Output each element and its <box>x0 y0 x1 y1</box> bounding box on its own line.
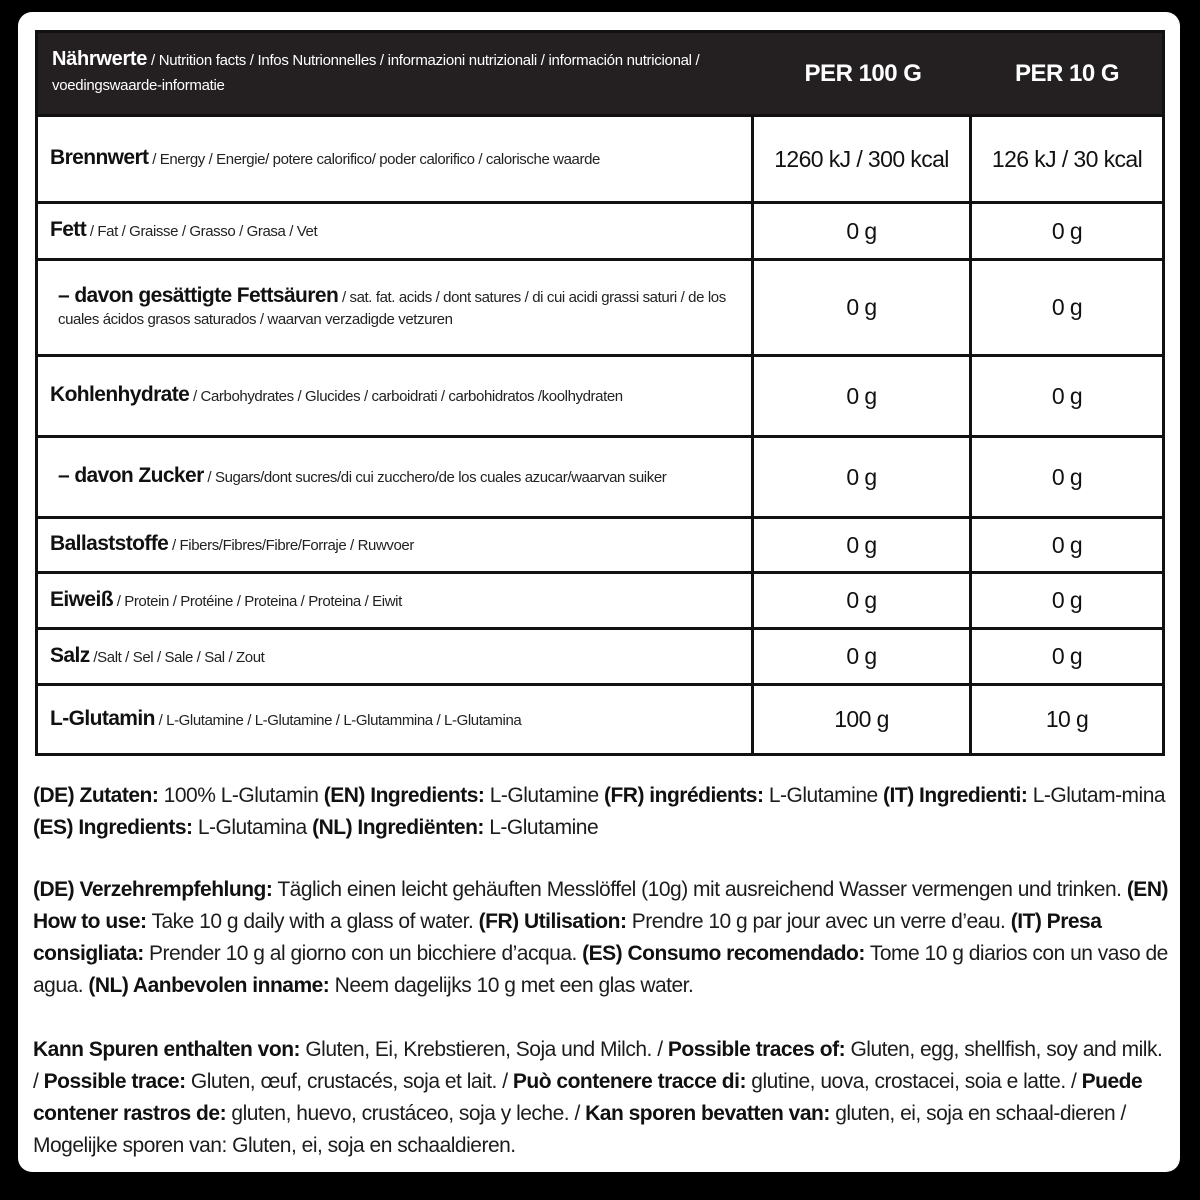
ingredients-label: (ES) Ingredients: <box>33 816 193 839</box>
value-per-100g: 0 g <box>754 261 972 354</box>
table-row-protein <box>38 571 1162 627</box>
nutrient-translations: / L-Glutamine / L-Glutamine / L-Glutammina / L-Glutamina <box>154 711 522 729</box>
value-per-10g: 0 g <box>1051 587 1083 613</box>
nutrient-translations: / sat. fat. acids / dont satures / di cui acidi grassi saturi / de los cuales ácidos grasos saturados / waarvan verzadigde vetzuren <box>58 288 726 328</box>
value-per-10g: 0 g <box>1051 643 1083 669</box>
traces-text: Gluten, Ei, Krebstieren, Soja und Milch. / <box>300 1038 668 1061</box>
traces-label: Kann Spuren enthalten von: <box>33 1038 301 1061</box>
traces-text: Gluten, egg, shellfish, soy and milk. / <box>33 1038 1163 1093</box>
header-title: Nährwerte <box>52 48 148 70</box>
traces-text: gluten, ei, soja en schaal-dieren / Mogelijke sporen van: Gluten, ei, soja en schaaldieren. <box>33 1102 1126 1157</box>
usage-label: (EN) How to use: <box>33 878 1168 933</box>
ingredients-text: 100% L-Glutamin <box>158 784 324 807</box>
nutrient-translations: / Fibers/Fibres/Fibre/Forraje / Ruwvoer <box>168 537 414 554</box>
nutrition-table <box>35 30 1165 756</box>
table-row-carbohydrates <box>38 354 1162 435</box>
traces-text: glutine, uova, crostacei, soia e latte. / <box>745 1070 1082 1093</box>
header-label <box>52 47 712 98</box>
ingredients-text: L-Glutamine <box>483 816 599 839</box>
usage-label: (ES) Consumo recomendado: <box>582 942 865 965</box>
nutrient-name: Salz <box>50 643 90 667</box>
value-per-100g: 0 g <box>754 204 972 258</box>
traces-label: Può contenere tracce di: <box>512 1070 746 1093</box>
value-per-10g: 0 g <box>1051 463 1083 490</box>
usage-label: (IT) Presa consigliata: <box>33 910 1102 965</box>
traces-text: Gluten, œuf, crustacés, soja et lait. / <box>185 1070 513 1093</box>
nutrient-name: Eiweiß <box>50 587 113 611</box>
value-per-100g: 0 g <box>754 574 972 627</box>
value-per-100g: 0 g <box>754 630 972 683</box>
nutrient-name: Ballaststoffe <box>50 532 169 555</box>
nutrient-translations: / Protein / Protéine / Proteina / Proteina / Eiwit <box>112 592 402 610</box>
value-per-10g: 0 g <box>1051 294 1083 320</box>
table-row-l-glutamine <box>38 683 1162 753</box>
value-per-100g: 0 g <box>754 519 972 571</box>
value-per-10g: 126 kJ / 30 kcal <box>991 145 1143 172</box>
usage-text: Neem dagelijks 10 g met een glas water. <box>329 974 694 997</box>
nutrient-name: Brennwert <box>50 146 149 169</box>
value-per-100g: 1260 kJ / 300 kcal <box>754 117 972 201</box>
ingredients-label: (DE) Zutaten: <box>33 784 159 807</box>
usage-text: Take 10 g daily with a glass of water. <box>146 910 479 933</box>
ingredients-text: L-Glutamine <box>763 784 884 807</box>
table-row-fibers <box>38 516 1162 571</box>
usage-label: (FR) Utilisation: <box>478 910 627 933</box>
nutrient-translations: /Salt / Sel / Sale / Sal / Zout <box>89 648 265 666</box>
value-per-100g: 0 g <box>754 357 972 435</box>
nutrient-translations: / Energy / Energie/ potere calorifico/ poder calorifico / calorische waarde <box>148 151 600 168</box>
usage-label: (DE) Verzehrempfehlung: <box>33 878 273 901</box>
usage-text: Prendre 10 g par jour avec un verre d’eau. <box>626 910 1011 933</box>
table-row-energy <box>38 114 1162 201</box>
column-per-100g: PER 100 G <box>804 59 922 87</box>
traces-label: Possible traces of: <box>667 1038 846 1061</box>
nutrient-name: – davon gesättigte Fettsäuren <box>58 283 339 307</box>
usage-text: Täglich einen leicht gehäuften Messlöffel (10g) mit ausreichend Wasser vermengen und trinken. <box>272 878 1127 901</box>
table-row-salt <box>38 627 1162 683</box>
value-per-100g: 0 g <box>754 438 972 516</box>
column-per-10g: PER 10 G <box>1014 59 1120 87</box>
nutrient-name: – davon Zucker <box>58 464 204 487</box>
ingredients-label: (IT) Ingredienti: <box>883 784 1028 807</box>
table-header <box>38 33 1162 114</box>
ingredients-label: (EN) Ingredients: <box>323 784 485 807</box>
usage-text: Prender 10 g al giorno con un bicchiere d’acqua. <box>143 942 583 965</box>
header-translations: / Nutrition facts / Infos Nutrionnelles / informazioni nutrizionali / información nutricional / voedingswaarde-informatie <box>52 52 700 94</box>
traces-label: Possible trace: <box>43 1070 186 1093</box>
nutrient-translations: / Carbohydrates / Glucides / carboidrati / carbohidratos /koolhydraten <box>189 388 623 405</box>
ingredients-paragraph <box>33 780 1168 844</box>
table-row-sugars <box>38 435 1162 516</box>
traces-label: Puede contener rastros de: <box>33 1070 1143 1125</box>
nutrient-name: Fett <box>50 218 87 241</box>
value-per-10g: 0 g <box>1051 217 1083 244</box>
value-per-10g: 0 g <box>1051 382 1083 409</box>
ingredients-text: L-Glutamina <box>192 816 313 839</box>
traces-paragraph <box>33 1034 1168 1162</box>
table-row-saturated-fat <box>38 258 1162 354</box>
ingredients-text: L-Glutamine <box>484 784 604 807</box>
traces-text: gluten, huevo, crustáceo, soja y leche. / <box>226 1102 586 1125</box>
usage-label: (NL) Aanbevolen inname: <box>88 974 330 997</box>
nutrient-name: Kohlenhydrate <box>50 383 190 406</box>
ingredients-label: (FR) ingrédients: <box>603 784 764 807</box>
usage-text: Tome 10 g diarios con un vaso de agua. <box>33 942 1168 997</box>
nutrient-translations: / Sugars/dont sucres/di cui zucchero/de los cuales azucar/waarvan suiker <box>203 469 667 486</box>
value-per-100g: 100 g <box>754 686 972 753</box>
nutrient-translations: / Fat / Graisse / Grasso / Grasa / Vet <box>86 223 318 240</box>
ingredients-label: (NL) Ingrediënten: <box>312 816 484 839</box>
usage-paragraph <box>33 874 1168 1002</box>
traces-label: Kan sporen bevatten van: <box>585 1102 830 1125</box>
label-card <box>18 12 1180 1172</box>
value-per-10g: 0 g <box>1051 531 1083 558</box>
value-per-10g: 10 g <box>1045 706 1089 732</box>
table-row-fat <box>38 201 1162 258</box>
nutrient-name: L-Glutamin <box>50 706 155 730</box>
ingredients-text: L-Glutam-mina <box>1027 784 1166 807</box>
